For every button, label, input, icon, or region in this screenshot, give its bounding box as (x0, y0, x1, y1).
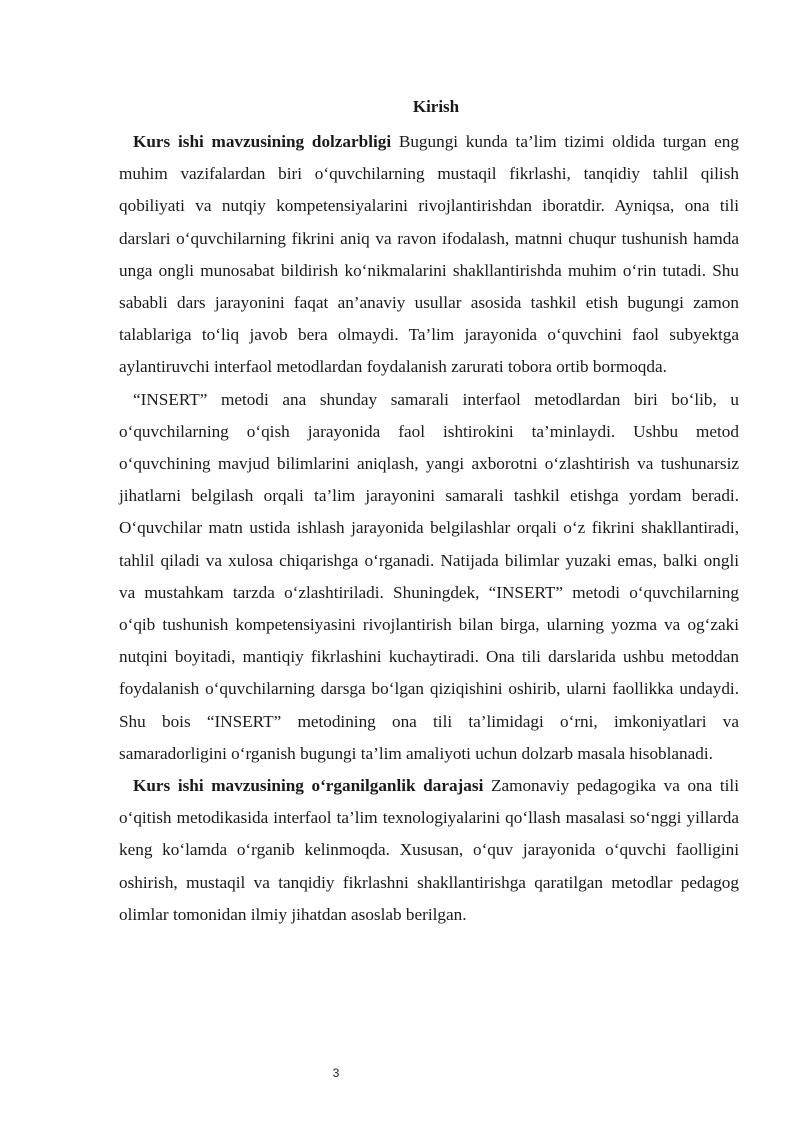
paragraph-lead: Kurs ishi mavzusining o‘rganilganlik darajasi (133, 776, 484, 796)
paragraph-study-level (119, 770, 739, 931)
paragraph-text: Zamonaviy pedagogika va ona tili o‘qitish metodikasida interfaol ta’lim texnologiyalarini qo‘llash masalasi so‘nggi yillarda keng ko‘lamda o‘rganib kelinmoqda. Xususan, o‘quv jarayonida o‘quvchi faolligini oshirish, mustaqil va tanqidiy fikrlashni shakllantirishga qaratilgan metodlar pedagog olimlar tomonidan ilmiy jihatdan asoslab berilgan. (119, 776, 739, 924)
section-title: Kirish (412, 97, 460, 116)
body-text (119, 126, 739, 931)
paragraph-text: “INSERT” metodi ana shunday samarali interfaol metodlardan biri bo‘lib, u o‘quvchilarning o‘qish jarayonida faol ishtirokini ta’minlaydi. Ushbu metod o‘quvchining mavjud bilimlarini aniqlash, yangi axborotni o‘zlashtirish va tushunarsiz jihatlarni belgilash orqali ta’lim jarayonini samarali tashkil etishga yordam beradi. O‘quvchilar matn ustida ishlash jarayonida belgilashlar orqali o‘z fikrini shakllantiradi, tahlil qiladi va xulosa chiqarishga o‘rganadi. Natijada bilimlar yuzaki emas, balki ongli va mustahkam tarzda o‘zlashtiriladi. Shuningdek, “INSERT” metodi o‘quvchilarning o‘qib tushunish kompetensiyasini rivojlantirish bilan birga, ularning yozma va og‘zaki nutqini boyitadi, mantiqiy fikrlashini kuchaytiradi. Ona tili darslarida ushbu metoddan foydalanish o‘quvchilarning darsga bo‘lgan qiziqishini oshirib, ularni faollikka undaydi. Shu bois “INSERT” metodining ona tili ta’limidagi o‘rni, imkoniyatlari va samaradorligini o‘rganish bugungi ta’lim amaliyoti uchun dolzarb masala hisoblanadi. (119, 389, 739, 763)
paragraph-text: Bugungi kunda ta’lim tizimi oldida turgan eng muhim vazifalardan biri o‘quvchilarning mustaqil fikrlashi, tanqidiy tahlil qilish qobiliyati va nutqiy kompetensiyalarini rivojlantirishdan iboratdir. Ayniqsa, ona tili darslari o‘quvchilarning fikrini aniq va ravon ifodalash, matnni chuqur tushunish hamda unga ongli munosabat bildirish ko‘nikmalarini shakllantirishda muhim o‘rin tutadi. Shu sababli dars jarayonini faqat an’anaviy usullar asosida tashkil etish bugungi zamon talablariga to‘liq javob bera olmaydi. Ta’lim jarayonida o‘quvchini faol subyektga aylantiruvchi interfaol metodlardan foydalanish zarurati tobora ortib bormoqda. (119, 132, 739, 377)
paragraph-lead: Kurs ishi mavzusining dolzarbligi (133, 132, 392, 151)
paragraph-relevance (119, 126, 739, 384)
page-number: 3 (332, 1066, 340, 1080)
paragraph-insert-method (119, 384, 739, 770)
